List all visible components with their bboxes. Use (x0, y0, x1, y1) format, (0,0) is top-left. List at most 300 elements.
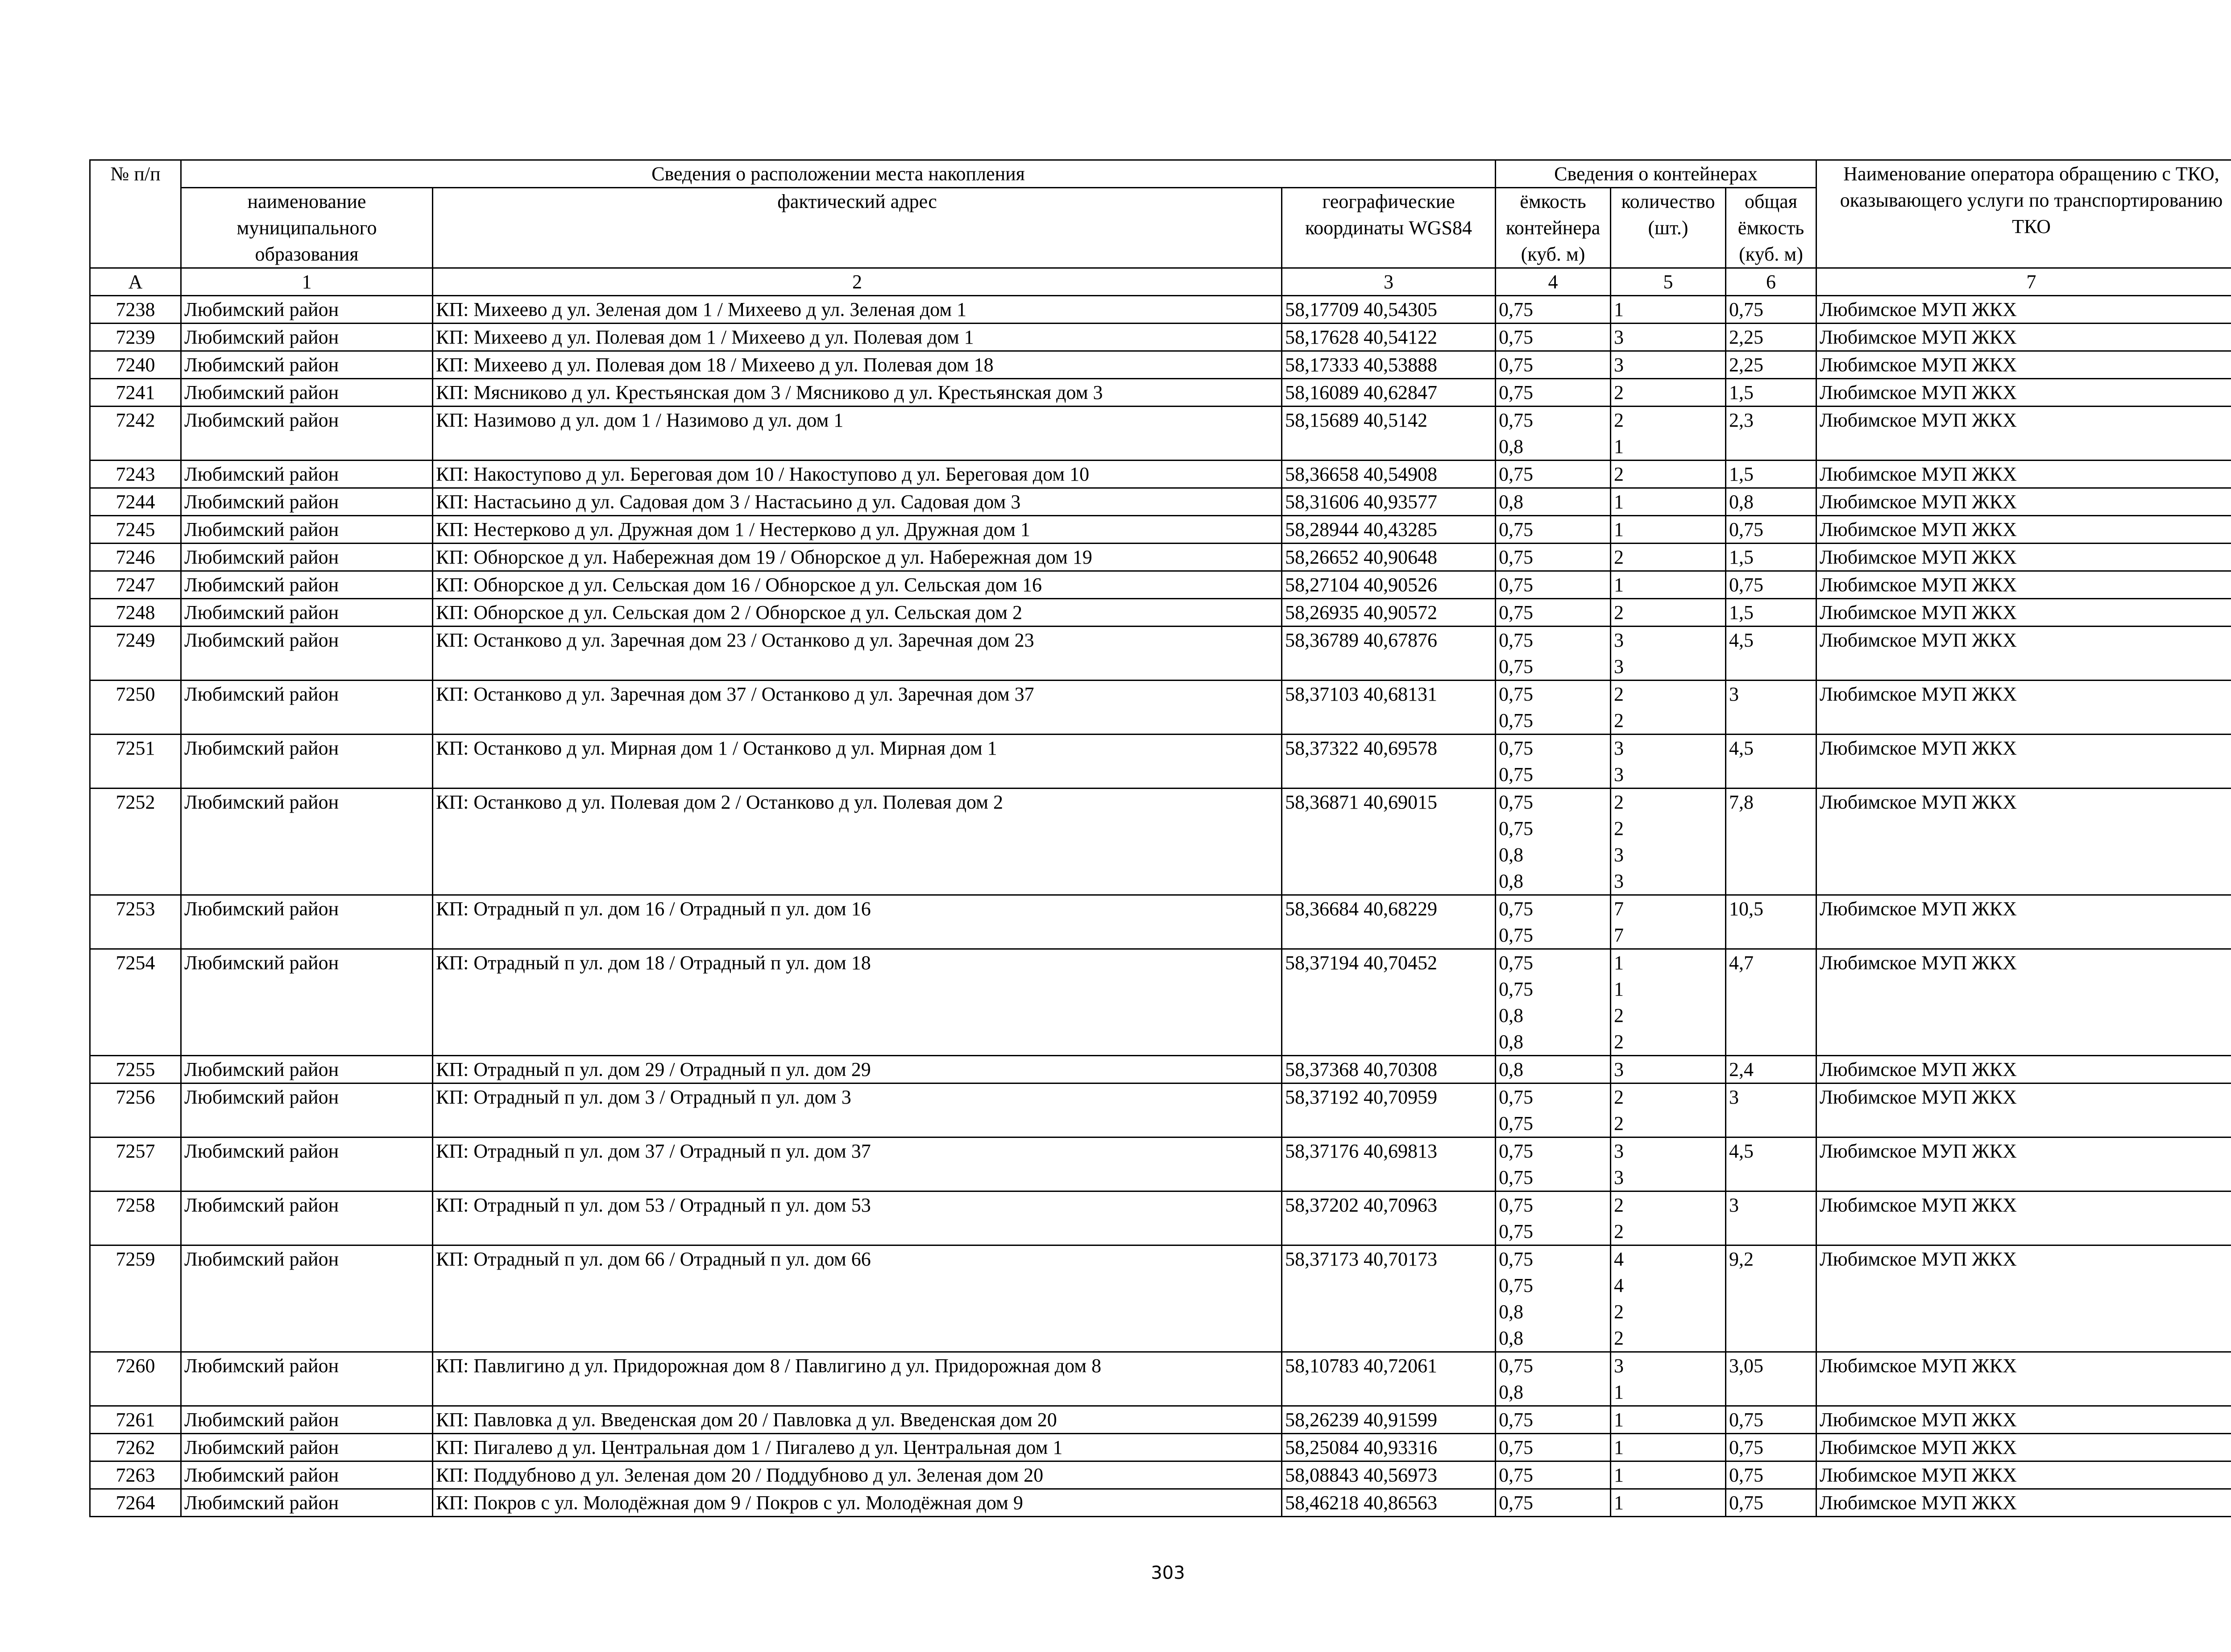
capacity-cell-value: 0,75 (1499, 574, 1534, 596)
capacity-cell (1496, 627, 1611, 681)
quantity-cell-value: 2 (1614, 1004, 1624, 1026)
capacity-cell-value: 0,75 (1499, 656, 1534, 677)
row-number: 7244 (90, 488, 181, 516)
address-cell: КП: Настасьино д ул. Садовая дом 3 / Настасьино д ул. Садовая дом 3 (433, 488, 1282, 516)
capacity-cell-value: 0,8 (1499, 1301, 1524, 1323)
capacity-cell (1496, 789, 1611, 895)
address-cell: КП: Отрадный п ул. дом 37 / Отрадный п ул. дом 37 (433, 1137, 1282, 1191)
total-capacity-cell: 0,75 (1726, 1489, 1816, 1517)
capacity-cell (1496, 1137, 1611, 1191)
operator-cell: Любимское МУП ЖКХ (1816, 461, 2231, 488)
address-cell: КП: Назимово д ул. дом 1 / Назимово д ул. дом 1 (433, 407, 1282, 461)
address-cell: КП: Отрадный п ул. дом 29 / Отрадный п ул. дом 29 (433, 1056, 1282, 1083)
capacity-cell (1496, 516, 1611, 544)
row-number: 7262 (90, 1434, 181, 1461)
quantity-cell (1611, 571, 1726, 599)
capacity-cell-value: 0,75 (1499, 1220, 1534, 1242)
header-quantity: количество (шт.) (1611, 188, 1726, 268)
quantity-cell-value: 3 (1614, 764, 1624, 785)
table-row (90, 379, 2231, 407)
quantity-cell-value: 2 (1614, 382, 1624, 403)
table-row (90, 296, 2231, 324)
capacity-cell-value: 0,75 (1499, 1086, 1534, 1108)
table-row (90, 1461, 2231, 1489)
quantity-cell (1611, 379, 1726, 407)
operator-cell: Любимское МУП ЖКХ (1816, 1137, 2231, 1191)
coordinates-cell: 58,25084 40,93316 (1282, 1434, 1496, 1461)
row-number: 7238 (90, 296, 181, 324)
capacity-cell-value: 0,75 (1499, 1166, 1534, 1188)
coordinates-cell: 58,15689 40,5142 (1282, 407, 1496, 461)
capacity-cell (1496, 1461, 1611, 1489)
capacity-cell-value: 0,8 (1499, 491, 1524, 513)
table-row (90, 516, 2231, 544)
capacity-cell-value: 0,75 (1499, 683, 1534, 705)
coordinates-cell: 58,37368 40,70308 (1282, 1056, 1496, 1083)
address-cell: КП: Останково д ул. Мирная дом 1 / Останково д ул. Мирная дом 1 (433, 735, 1282, 789)
operator-cell: Любимское МУП ЖКХ (1816, 379, 2231, 407)
column-number: 7 (1816, 268, 2231, 296)
capacity-cell-value: 0,75 (1499, 602, 1534, 623)
coordinates-cell: 58,17709 40,54305 (1282, 296, 1496, 324)
municipality-cell: Любимский район (181, 544, 433, 571)
total-capacity-cell: 4,5 (1726, 735, 1816, 789)
total-capacity-cell: 4,7 (1726, 949, 1816, 1056)
row-number: 7239 (90, 324, 181, 351)
column-number: 6 (1726, 268, 1816, 296)
table-row (90, 1489, 2231, 1517)
coordinates-cell: 58,26652 40,90648 (1282, 544, 1496, 571)
municipality-cell: Любимский район (181, 1406, 433, 1434)
capacity-cell-value: 0,8 (1499, 436, 1524, 457)
quantity-cell-value: 2 (1614, 1220, 1624, 1242)
address-cell: КП: Отрадный п ул. дом 16 / Отрадный п ул. дом 16 (433, 895, 1282, 949)
coordinates-cell: 58,17333 40,53888 (1282, 351, 1496, 379)
capacity-cell-value: 0,8 (1499, 844, 1524, 866)
municipality-cell: Любимский район (181, 461, 433, 488)
capacity-cell-value: 0,75 (1499, 1409, 1534, 1431)
total-capacity-cell: 2,4 (1726, 1056, 1816, 1083)
capacity-cell-value: 0,8 (1499, 1058, 1524, 1080)
total-capacity-cell: 2,3 (1726, 407, 1816, 461)
capacity-cell-value: 0,8 (1499, 1381, 1524, 1403)
quantity-cell-value: 1 (1614, 519, 1624, 540)
address-cell: КП: Останково д ул. Заречная дом 37 / Останково д ул. Заречная дом 37 (433, 681, 1282, 735)
quantity-cell (1611, 735, 1726, 789)
address-cell: КП: Михеево д ул. Полевая дом 18 / Михеево д ул. Полевая дом 18 (433, 351, 1282, 379)
capacity-cell (1496, 735, 1611, 789)
address-cell: КП: Отрадный п ул. дом 18 / Отрадный п ул. дом 18 (433, 949, 1282, 1056)
total-capacity-cell: 1,5 (1726, 599, 1816, 627)
quantity-cell-value: 2 (1614, 1301, 1624, 1323)
operator-cell: Любимское МУП ЖКХ (1816, 895, 2231, 949)
quantity-cell (1611, 1406, 1726, 1434)
quantity-cell (1611, 1352, 1726, 1406)
quantity-cell (1611, 1056, 1726, 1083)
total-capacity-cell: 7,8 (1726, 789, 1816, 895)
capacity-cell (1496, 1489, 1611, 1517)
quantity-cell (1611, 1434, 1726, 1461)
operator-cell: Любимское МУП ЖКХ (1816, 544, 2231, 571)
table-row (90, 351, 2231, 379)
quantity-cell-value: 1 (1614, 952, 1624, 974)
coordinates-cell: 58,37176 40,69813 (1282, 1137, 1496, 1191)
coordinates-cell: 58,16089 40,62847 (1282, 379, 1496, 407)
total-capacity-cell: 2,25 (1726, 351, 1816, 379)
quantity-cell-value: 3 (1614, 1355, 1624, 1377)
quantity-cell-value: 3 (1614, 1140, 1624, 1162)
capacity-cell (1496, 1352, 1611, 1406)
capacity-cell-value: 0,75 (1499, 924, 1534, 946)
capacity-cell-value: 0,75 (1499, 463, 1534, 485)
address-cell: КП: Отрадный п ул. дом 3 / Отрадный п ул. дом 3 (433, 1083, 1282, 1137)
coordinates-cell: 58,36789 40,67876 (1282, 627, 1496, 681)
quantity-cell-value: 2 (1614, 791, 1624, 813)
capacity-cell (1496, 407, 1611, 461)
operator-cell: Любимское МУП ЖКХ (1816, 1434, 2231, 1461)
row-number: 7258 (90, 1191, 181, 1245)
capacity-cell (1496, 1056, 1611, 1083)
capacity-cell-value: 0,75 (1499, 978, 1534, 1000)
table-row (90, 895, 2231, 949)
quantity-cell (1611, 544, 1726, 571)
total-capacity-cell: 1,5 (1726, 544, 1816, 571)
coordinates-cell: 58,36684 40,68229 (1282, 895, 1496, 949)
total-capacity-cell: 0,75 (1726, 516, 1816, 544)
address-cell: КП: Накоступово д ул. Береговая дом 10 / Накоступово д ул. Береговая дом 10 (433, 461, 1282, 488)
total-capacity-cell: 3 (1726, 1191, 1816, 1245)
total-capacity-cell: 9,2 (1726, 1245, 1816, 1352)
header-num: № п/п (90, 160, 181, 268)
quantity-cell (1611, 351, 1726, 379)
operator-cell: Любимское МУП ЖКХ (1816, 488, 2231, 516)
capacity-cell (1496, 681, 1611, 735)
capacity-cell (1496, 324, 1611, 351)
operator-cell: Любимское МУП ЖКХ (1816, 1056, 2231, 1083)
row-number: 7240 (90, 351, 181, 379)
total-capacity-cell: 0,75 (1726, 1406, 1816, 1434)
capacity-cell-value: 0,75 (1499, 1464, 1534, 1486)
capacity-cell-value: 0,75 (1499, 629, 1534, 651)
row-number: 7246 (90, 544, 181, 571)
coordinates-cell: 58,31606 40,93577 (1282, 488, 1496, 516)
operator-cell: Любимское МУП ЖКХ (1816, 571, 2231, 599)
quantity-cell-value: 3 (1614, 1058, 1624, 1080)
municipality-cell: Любимский район (181, 516, 433, 544)
table-row (90, 1406, 2231, 1434)
total-capacity-cell: 1,5 (1726, 461, 1816, 488)
municipality-cell: Любимский район (181, 681, 433, 735)
quantity-cell (1611, 1489, 1726, 1517)
capacity-cell (1496, 1083, 1611, 1137)
capacity-cell (1496, 544, 1611, 571)
capacity-cell-value: 0,75 (1499, 710, 1534, 731)
operator-cell: Любимское МУП ЖКХ (1816, 296, 2231, 324)
table-row (90, 544, 2231, 571)
capacity-cell (1496, 461, 1611, 488)
table-row (90, 789, 2231, 895)
coordinates-cell: 58,36658 40,54908 (1282, 461, 1496, 488)
coordinates-cell: 58,37194 40,70452 (1282, 949, 1496, 1056)
municipality-cell: Любимский район (181, 949, 433, 1056)
capacity-cell (1496, 1191, 1611, 1245)
municipality-cell: Любимский район (181, 296, 433, 324)
coordinates-cell: 58,26239 40,91599 (1282, 1406, 1496, 1434)
municipality-cell: Любимский район (181, 1434, 433, 1461)
page-number: 303 (1151, 1563, 1185, 1583)
operator-cell: Любимское МУП ЖКХ (1816, 1245, 2231, 1352)
quantity-cell-value: 3 (1614, 326, 1624, 348)
operator-cell: Любимское МУП ЖКХ (1816, 324, 2231, 351)
total-capacity-cell: 3 (1726, 1083, 1816, 1137)
total-capacity-cell: 0,8 (1726, 488, 1816, 516)
quantity-cell (1611, 461, 1726, 488)
capacity-cell (1496, 949, 1611, 1056)
column-number: 2 (433, 268, 1282, 296)
column-number: А (90, 268, 181, 296)
capacity-cell-value: 0,8 (1499, 1004, 1524, 1026)
row-number: 7259 (90, 1245, 181, 1352)
header-capacity: ёмкость контейнера (куб. м) (1496, 188, 1611, 268)
quantity-cell-value: 1 (1614, 299, 1624, 320)
capacity-cell (1496, 296, 1611, 324)
quantity-cell-value: 2 (1614, 1194, 1624, 1216)
quantity-cell (1611, 407, 1726, 461)
capacity-cell (1496, 351, 1611, 379)
municipality-cell: Любимский район (181, 407, 433, 461)
table-row (90, 949, 2231, 1056)
quantity-cell-value: 2 (1614, 1031, 1624, 1053)
table-row (90, 681, 2231, 735)
quantity-cell-value: 1 (1614, 574, 1624, 596)
address-cell: КП: Михеево д ул. Зеленая дом 1 / Михеево д ул. Зеленая дом 1 (433, 296, 1282, 324)
capacity-cell (1496, 1406, 1611, 1434)
table-row (90, 599, 2231, 627)
municipality-cell: Любимский район (181, 599, 433, 627)
quantity-cell-value: 1 (1614, 1409, 1624, 1431)
capacity-cell-value: 0,75 (1499, 764, 1534, 785)
address-cell: КП: Обнорское д ул. Набережная дом 19 / Обнорское д ул. Набережная дом 19 (433, 544, 1282, 571)
quantity-cell-value: 3 (1614, 629, 1624, 651)
quantity-cell-value: 1 (1614, 491, 1624, 513)
capacity-cell (1496, 895, 1611, 949)
capacity-cell (1496, 571, 1611, 599)
row-number: 7260 (90, 1352, 181, 1406)
address-cell: КП: Пигалево д ул. Центральная дом 1 / Пигалево д ул. Центральная дом 1 (433, 1434, 1282, 1461)
coordinates-cell: 58,46218 40,86563 (1282, 1489, 1496, 1517)
address-cell: КП: Павлигино д ул. Придорожная дом 8 / Павлигино д ул. Придорожная дом 8 (433, 1352, 1282, 1406)
municipality-cell: Любимский район (181, 351, 433, 379)
operator-cell: Любимское МУП ЖКХ (1816, 949, 2231, 1056)
table-row (90, 627, 2231, 681)
quantity-cell-value: 3 (1614, 844, 1624, 866)
row-number: 7252 (90, 789, 181, 895)
header-row-1 (90, 160, 2231, 188)
capacity-cell-value: 0,75 (1499, 1274, 1534, 1296)
row-number: 7243 (90, 461, 181, 488)
address-cell: КП: Останково д ул. Полевая дом 2 / Останково д ул. Полевая дом 2 (433, 789, 1282, 895)
table-row (90, 1352, 2231, 1406)
address-cell: КП: Обнорское д ул. Сельская дом 16 / Обнорское д ул. Сельская дом 16 (433, 571, 1282, 599)
row-number: 7263 (90, 1461, 181, 1489)
table-row (90, 1137, 2231, 1191)
row-number: 7257 (90, 1137, 181, 1191)
capacity-cell-value: 0,8 (1499, 870, 1524, 892)
municipality-cell: Любимский район (181, 1352, 433, 1406)
row-number: 7253 (90, 895, 181, 949)
capacity-cell (1496, 1245, 1611, 1352)
coordinates-cell: 58,36871 40,69015 (1282, 789, 1496, 895)
quantity-cell (1611, 895, 1726, 949)
column-number: 4 (1496, 268, 1611, 296)
quantity-cell-value: 3 (1614, 1166, 1624, 1188)
address-cell: КП: Павловка д ул. Введенская дом 20 / Павловка д ул. Введенская дом 20 (433, 1406, 1282, 1434)
capacity-cell-value: 0,75 (1499, 952, 1534, 974)
total-capacity-cell: 3 (1726, 681, 1816, 735)
quantity-cell-value: 7 (1614, 898, 1624, 920)
header-containers-group: Сведения о контейнерах (1496, 160, 1816, 188)
row-number: 7250 (90, 681, 181, 735)
operator-cell: Любимское МУП ЖКХ (1816, 1489, 2231, 1517)
capacity-cell-value: 0,8 (1499, 1327, 1524, 1349)
table-row (90, 735, 2231, 789)
row-number: 7247 (90, 571, 181, 599)
coordinates-cell: 58,37192 40,70959 (1282, 1083, 1496, 1137)
quantity-cell-value: 2 (1614, 818, 1624, 839)
row-number: 7254 (90, 949, 181, 1056)
address-cell: КП: Нестерково д ул. Дружная дом 1 / Нестерково д ул. Дружная дом 1 (433, 516, 1282, 544)
row-number: 7256 (90, 1083, 181, 1137)
quantity-cell-value: 2 (1614, 1327, 1624, 1349)
coordinates-cell: 58,17628 40,54122 (1282, 324, 1496, 351)
address-cell: КП: Покров с ул. Молодёжная дом 9 / Покров с ул. Молодёжная дом 9 (433, 1489, 1282, 1517)
table-row (90, 488, 2231, 516)
municipality-cell: Любимский район (181, 1461, 433, 1489)
operator-cell: Любимское МУП ЖКХ (1816, 1352, 2231, 1406)
operator-cell: Любимское МУП ЖКХ (1816, 1406, 2231, 1434)
capacity-cell-value: 0,75 (1499, 326, 1534, 348)
operator-cell: Любимское МУП ЖКХ (1816, 516, 2231, 544)
table-row (90, 1191, 2231, 1245)
coordinates-cell: 58,26935 40,90572 (1282, 599, 1496, 627)
total-capacity-cell: 4,5 (1726, 627, 1816, 681)
quantity-cell (1611, 681, 1726, 735)
address-cell: КП: Обнорское д ул. Сельская дом 2 / Обнорское д ул. Сельская дом 2 (433, 599, 1282, 627)
table-row (90, 324, 2231, 351)
capacity-cell-value: 0,75 (1499, 1112, 1534, 1134)
quantity-cell-value: 1 (1614, 978, 1624, 1000)
coordinates-cell: 58,27104 40,90526 (1282, 571, 1496, 599)
address-cell: КП: Отрадный п ул. дом 53 / Отрадный п ул. дом 53 (433, 1191, 1282, 1245)
municipality-cell: Любимский район (181, 1137, 433, 1191)
quantity-cell-value: 3 (1614, 354, 1624, 376)
operator-cell: Любимское МУП ЖКХ (1816, 599, 2231, 627)
capacity-cell-value: 0,75 (1499, 1140, 1534, 1162)
row-number: 7251 (90, 735, 181, 789)
quantity-cell (1611, 949, 1726, 1056)
quantity-cell (1611, 599, 1726, 627)
capacity-cell (1496, 379, 1611, 407)
quantity-cell-value: 2 (1614, 1112, 1624, 1134)
quantity-cell (1611, 1137, 1726, 1191)
capacity-cell-value: 0,75 (1499, 1194, 1534, 1216)
coordinates-cell: 58,08843 40,56973 (1282, 1461, 1496, 1489)
total-capacity-cell: 10,5 (1726, 895, 1816, 949)
operator-cell: Любимское МУП ЖКХ (1816, 1191, 2231, 1245)
row-number: 7264 (90, 1489, 181, 1517)
header-operator: Наименование оператора обращению с ТКО, оказывающего услуги по транспортированию ТКО (1816, 160, 2231, 268)
row-number: 7248 (90, 599, 181, 627)
municipality-cell: Любимский район (181, 571, 433, 599)
capacity-cell-value: 0,75 (1499, 1248, 1534, 1270)
capacity-cell-value: 0,75 (1499, 818, 1534, 839)
operator-cell: Любимское МУП ЖКХ (1816, 1461, 2231, 1489)
capacity-cell (1496, 488, 1611, 516)
header-coords: географические координаты WGS84 (1282, 188, 1496, 268)
quantity-cell-value: 1 (1614, 436, 1624, 457)
quantity-cell-value: 4 (1614, 1274, 1624, 1296)
total-capacity-cell: 3,05 (1726, 1352, 1816, 1406)
quantity-cell-value: 1 (1614, 1464, 1624, 1486)
coordinates-cell: 58,37202 40,70963 (1282, 1191, 1496, 1245)
table-row (90, 1083, 2231, 1137)
operator-cell: Любимское МУП ЖКХ (1816, 681, 2231, 735)
address-cell: КП: Мясниково д ул. Крестьянская дом 3 / Мясниково д ул. Крестьянская дом 3 (433, 379, 1282, 407)
quantity-cell (1611, 789, 1726, 895)
quantity-cell (1611, 324, 1726, 351)
quantity-cell (1611, 1245, 1726, 1352)
quantity-cell-value: 1 (1614, 1381, 1624, 1403)
capacity-cell (1496, 599, 1611, 627)
quantity-cell-value: 2 (1614, 710, 1624, 731)
registry-table (89, 159, 2231, 1517)
quantity-cell-value: 3 (1614, 656, 1624, 677)
quantity-cell (1611, 1461, 1726, 1489)
table-row (90, 407, 2231, 461)
quantity-cell-value: 2 (1614, 546, 1624, 568)
table-row (90, 461, 2231, 488)
total-capacity-cell: 1,5 (1726, 379, 1816, 407)
quantity-cell-value: 4 (1614, 1248, 1624, 1270)
quantity-cell (1611, 1191, 1726, 1245)
quantity-cell (1611, 627, 1726, 681)
total-capacity-cell: 0,75 (1726, 571, 1816, 599)
total-capacity-cell: 2,25 (1726, 324, 1816, 351)
operator-cell: Любимское МУП ЖКХ (1816, 627, 2231, 681)
total-capacity-cell: 0,75 (1726, 1434, 1816, 1461)
table-row (90, 1434, 2231, 1461)
address-cell: КП: Останково д ул. Заречная дом 23 / Останково д ул. Заречная дом 23 (433, 627, 1282, 681)
quantity-cell-value: 3 (1614, 737, 1624, 759)
quantity-cell (1611, 488, 1726, 516)
municipality-cell: Любимский район (181, 488, 433, 516)
column-number: 1 (181, 268, 433, 296)
row-number: 7241 (90, 379, 181, 407)
quantity-cell-value: 2 (1614, 463, 1624, 485)
capacity-cell (1496, 1434, 1611, 1461)
operator-cell: Любимское МУП ЖКХ (1816, 789, 2231, 895)
capacity-cell-value: 0,75 (1499, 898, 1534, 920)
column-number: 5 (1611, 268, 1726, 296)
address-cell: КП: Отрадный п ул. дом 66 / Отрадный п ул. дом 66 (433, 1245, 1282, 1352)
municipality-cell: Любимский район (181, 789, 433, 895)
table-row (90, 1245, 2231, 1352)
quantity-cell-value: 3 (1614, 870, 1624, 892)
quantity-cell (1611, 1083, 1726, 1137)
municipality-cell: Любимский район (181, 627, 433, 681)
capacity-cell-value: 0,75 (1499, 299, 1534, 320)
total-capacity-cell: 0,75 (1726, 296, 1816, 324)
